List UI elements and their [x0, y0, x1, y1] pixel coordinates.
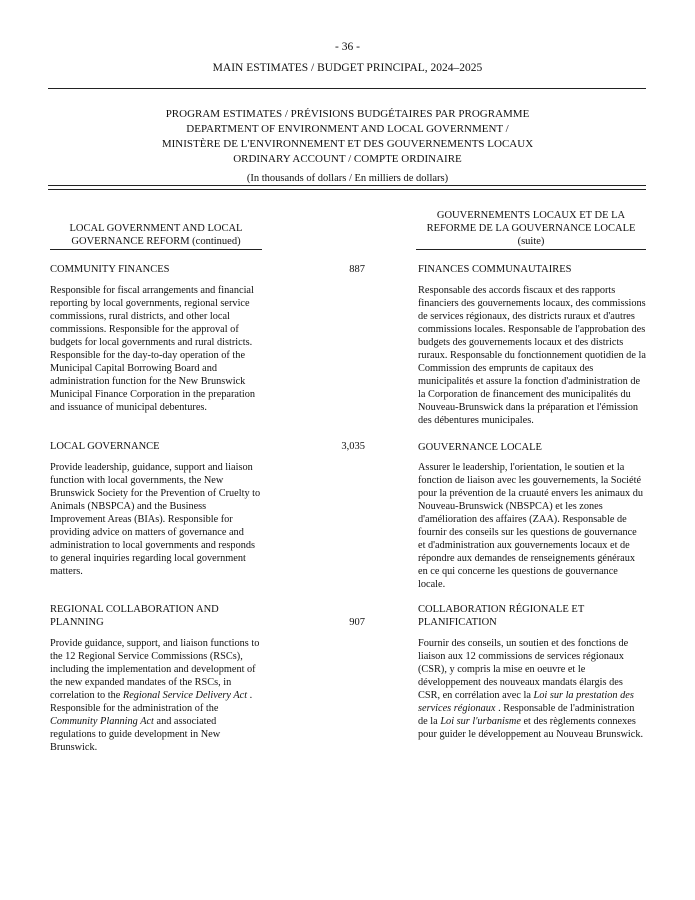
- header-double-rule-bottom: [48, 189, 646, 190]
- right-heading-line-1: GOUVERNEMENTS LOCAUX ET DE LA: [436, 210, 626, 221]
- section-amount: 907: [349, 617, 365, 628]
- act-title: Community Planning Act: [50, 716, 154, 727]
- left-heading-line-1: LOCAL GOVERNMENT AND LOCAL: [69, 223, 243, 234]
- section-description-en: Provide leadership, guidance, support and liaison function with local governments, the New Brunswick Society for the Prevention of Cruelty to Animals (NBSPCA) and the Business Improvement Areas (BIAs). Responsible for providing advice on matters of governance and administration to local governments and responds to general inquiries regarding local government matters.: [50, 462, 261, 577]
- header-line-4: ORDINARY ACCOUNT / COMPTE ORDINAIRE: [233, 153, 462, 165]
- header-units-note: (In thousands of dollars / En milliers de dollars): [246, 173, 449, 184]
- section-title-fr: GOUVERNANCE LOCALE: [418, 442, 542, 453]
- section-title-fr-line-1: COLLABORATION RÉGIONALE ET: [418, 604, 585, 615]
- header-double-rule-top: [48, 185, 646, 186]
- section-description-fr: [418, 637, 646, 741]
- left-heading-underline: [50, 249, 262, 250]
- section-title-fr: [418, 603, 646, 629]
- header-line-1: PROGRAM ESTIMATES / PRÉVISIONS BUDGÉTAIRES PAR PROGRAMME: [165, 108, 530, 120]
- running-header: MAIN ESTIMATES / BUDGET PRINCIPAL, 2024–2025: [212, 62, 483, 74]
- section-title-en-line-2: PLANNING: [50, 617, 104, 628]
- header-line-3: MINISTÈRE DE L'ENVIRONNEMENT ET DES GOUVERNEMENTS LOCAUX: [161, 138, 534, 150]
- section-description-fr: Responsable des accords fiscaux et des rapports financiers des gouvernements locaux, des commissions de services régionaux, des districts ruraux et d'autres commissions locales. Responsable de l'approbation des budgets des gouvernements locaux et des districts ruraux. Responsable du fonctionnement quotidien de la Commission des emprunts de capitaux des municipalités et assure la fonction d'administration de la Corporation de financement des municipalités du Nouveau-Brunswick dans la préparation et l'émission des débentures municipales.: [418, 285, 646, 426]
- description-text: Provide guidance, support, and liaison functions to the 12 Regional Service Commissions (RSCs), including the implementation and development of the new expanded mandates of the RSCs, in correlation to the: [50, 638, 260, 701]
- description-text: . Responsable de l'administration de la: [418, 703, 635, 727]
- page-number: - 36 -: [335, 41, 360, 53]
- right-heading-line-3: (suite): [517, 236, 545, 247]
- right-heading-line-2: REFORME DE LA GOUVERNANCE LOCALE: [426, 223, 636, 234]
- right-heading-underline: [416, 249, 646, 250]
- act-title: Regional Service Delivery Act: [122, 690, 248, 701]
- section-title-en: COMMUNITY FINANCES: [50, 264, 170, 275]
- section-amount: 887: [349, 264, 365, 275]
- section-description-en: Responsible for fiscal arrangements and financial reporting by local governments, regional service commissions, rural districts, and other local commissions. Responsible for the approval of budgets for local governments and rural districts. Responsible for the day-to-day operation of the Municipal Capital Borrowing Board and administration function for the New Brunswick Municipal Finance Corporation in the preparation and issuance of municipal debentures.: [50, 285, 256, 413]
- section-description-en: [50, 637, 264, 754]
- act-title: Loi sur l'urbanisme: [440, 716, 521, 727]
- header-top-rule: [48, 88, 646, 89]
- section-title-fr: FINANCES COMMUNAUTAIRES: [418, 264, 572, 275]
- section-title-en: [50, 603, 270, 629]
- section-description-fr: Assurer le leadership, l'orientation, le soutien et la fonction de liaison avec les gouvernements, la Société pour la prévention de la cruauté envers les animaux du Nouveau-Brunswick (NBSPCA) et les zones d'amélioration des affaires (ZAA). Responsable de fournir des conseils sur les questions de gouvernance et d'administration aux gouvernements locaux et de répondre aux demandes de renseignements généraux en ce qui concerne les questions de gouvernance locale.: [418, 462, 644, 590]
- description-text: et des règlements connexes pour guider le développement au Nouveau Brunswick.: [418, 716, 644, 740]
- description-text: Fournir des conseils, un soutien et des fonctions de liaison aux 12 commissions de services régionaux (CSR), y compris la mise en oeuvre et le développement des nouveaux mandats élargis des CSR, en corrélation avec la: [418, 638, 629, 701]
- section-title-fr-line-2: PLANIFICATION: [418, 617, 497, 628]
- section-amount: 3,035: [341, 441, 365, 452]
- right-column-heading: [416, 209, 646, 248]
- section-title-en: LOCAL GOVERNANCE: [50, 441, 160, 452]
- left-heading-line-2: GOVERNANCE REFORM (continued): [71, 236, 241, 247]
- act-title: Loi sur la prestation des services régionaux: [418, 690, 634, 714]
- description-text: and associated regulations to guide development in New Brunswick.: [50, 716, 221, 753]
- section-title-en-line-1: REGIONAL COLLABORATION AND: [50, 604, 219, 615]
- left-column-heading: [50, 222, 262, 248]
- description-text: . Responsible for the administration of the: [50, 690, 253, 714]
- header-line-2: DEPARTMENT OF ENVIRONMENT AND LOCAL GOVERNMENT /: [186, 123, 509, 135]
